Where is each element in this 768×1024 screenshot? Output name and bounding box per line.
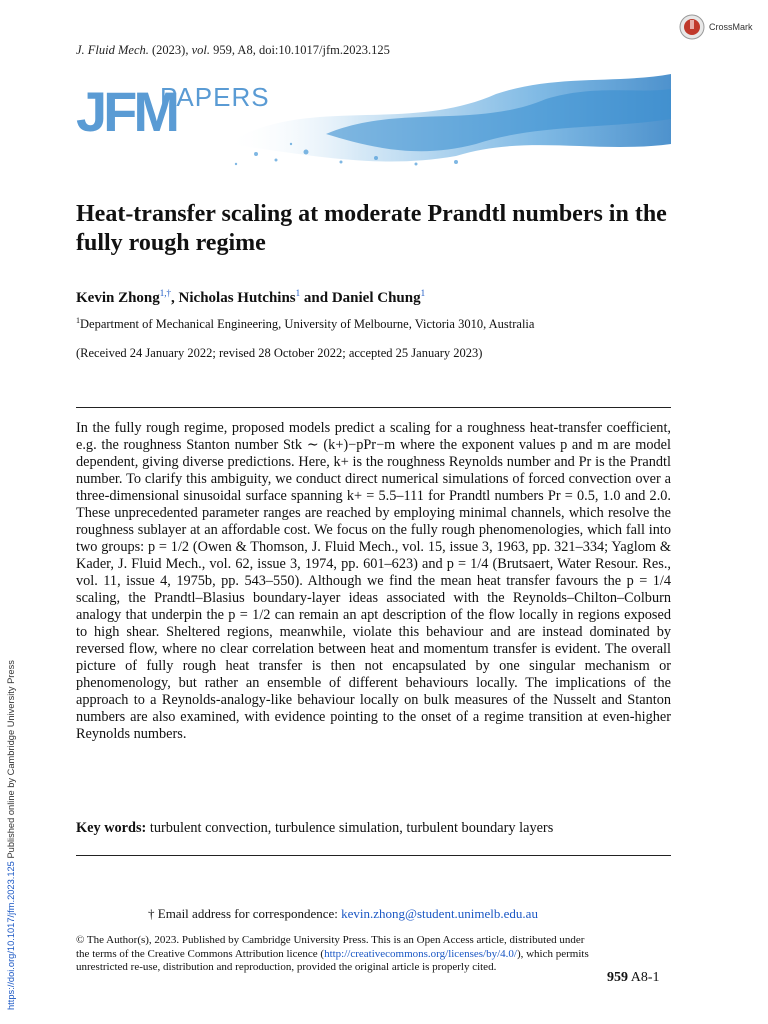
page-number [607, 970, 660, 986]
affiliation [76, 316, 534, 332]
license-text-pre: © The Author(s), 2023. Published by Cambridge University Press. This is an Open Access article, distributed under the terms of the Creative Commons Attribution licence ( [76, 934, 585, 960]
article-title: Heat-transfer scaling at moderate Prandtl numbers in the fully rough regime [76, 201, 667, 256]
crossmark-label: CrossMark [709, 22, 753, 32]
abstract-text: In the fully rough regime, proposed models predict a scaling for a roughness heat-transfer coefficient, e.g. the roughness Stanton number Stk ∼ (k+)−pPr−m where the exponent values p and m are model dependent, giving diverse predictions. Here, k+ is the roughness Reynolds number and Pr is the Prandtl number. To clarify this ambiguity, we conduct direct numerical simulations of forced convection over a three-dimensional sinusoidal surface spanning k+ = 5.5–111 for Prandtl numbers Pr = 0.5, 1.0 and 2.0. These unprecedented parameter ranges are reached by employing minimal channels, which resolve the roughness sublayer at an affordable cost. We focus on the fully rough phenomenologies, which fall into two groups: p = 1/2 (Owen & Thomson, J. Fluid Mech., vol. 15, issue 3, 1963, pp. 321–334; Yaglom & Kader, J. Fluid Mech., vol. 62, issue 3, 1974, pp. 601–623) and p = 1/4 (Brutsaert, Water Resour. Res., vol. 11, issue 4, 1975b, pp. 543–550). Although we find the mean heat transfer favours the p = 1/4 scaling, the Prandtl–Blasius boundary-layer ideas associated with the Reynolds–Chilton–Colburn analogy that underpin the p = 1/2 can remain an apt description of the flow locally in regions exposed to high shear. Sheltered regions, meanwhile, violate this behaviour and are instead dominated by reversed flow, where no clear correlation between heat and momentum transfer is evident. The overall picture of fully rough heat transfer is then not encapsulated by one singular mechanism or phenomenology, but rather an ensemble of different behaviours locally. The implications of the approach to a Reynolds-analogy-like behaviour locally on bulk measures of the Nusselt and Stanton numbers are also examined, with evidence pointing to the onset of a regime transition at even-higher Reynolds numbers. [76, 420, 671, 742]
journal-vol-label: vol. [191, 43, 210, 57]
keywords-value: turbulent convection, turbulence simulation, turbulent boundary layers [149, 820, 554, 836]
jfm-logo: JFM [76, 80, 176, 143]
keywords-label: Key words: [76, 820, 147, 836]
article-page: A8-1 [630, 970, 660, 985]
side-publisher-text: Published online by Cambridge University Press [6, 660, 16, 862]
affiliation-text: Department of Mechanical Engineering, University of Melbourne, Victoria 3010, Australia [80, 317, 535, 332]
abstract-bottom-rule [76, 855, 671, 856]
license-link[interactable]: http://creativecommons.org/licenses/by/4.0/ [324, 947, 517, 960]
author-mark[interactable]: 1,† [159, 288, 172, 298]
journal-reference [76, 43, 390, 58]
received-dates: (Received 24 January 2022; revised 28 October 2022; accepted 25 January 2023) [76, 346, 483, 360]
author-mark[interactable]: 1 [420, 288, 426, 298]
journal-rest: 959, A8, doi:10.1017/jfm.2023.125 [213, 43, 390, 57]
volume-number: 959 [607, 970, 628, 985]
license-statement [76, 934, 596, 975]
affiliation-mark: 1 [76, 316, 80, 325]
crossmark-badge[interactable] [679, 14, 753, 40]
journal-year: (2023), [152, 43, 189, 57]
author-list [76, 288, 425, 307]
side-doi-link[interactable]: https://doi.org/10.1017/jfm.2023.125 [6, 861, 16, 1010]
crossmark-icon [679, 14, 705, 40]
author-name: Daniel Chung [331, 290, 421, 306]
correspondence [148, 906, 538, 922]
author-name: Nicholas Hutchins [178, 290, 296, 306]
email-link[interactable]: kevin.zhong@student.unimelb.edu.au [341, 906, 538, 921]
author-mark[interactable]: 1 [295, 288, 301, 298]
abstract-top-rule [76, 407, 671, 408]
correspondence-label: † Email address for correspondence: [148, 906, 338, 921]
journal-name: J. Fluid Mech. [76, 43, 149, 57]
license-text-post: ), which permits unrestricted re-use, distribution and reproduction, provided the original article is properly cited. [76, 947, 589, 973]
papers-label: PAPERS [160, 82, 270, 112]
author-separator: and [300, 290, 332, 306]
author-name: Kevin Zhong [76, 290, 160, 306]
author-separator: , [171, 290, 179, 306]
side-doi-strip [6, 660, 16, 1010]
keywords [76, 820, 553, 837]
